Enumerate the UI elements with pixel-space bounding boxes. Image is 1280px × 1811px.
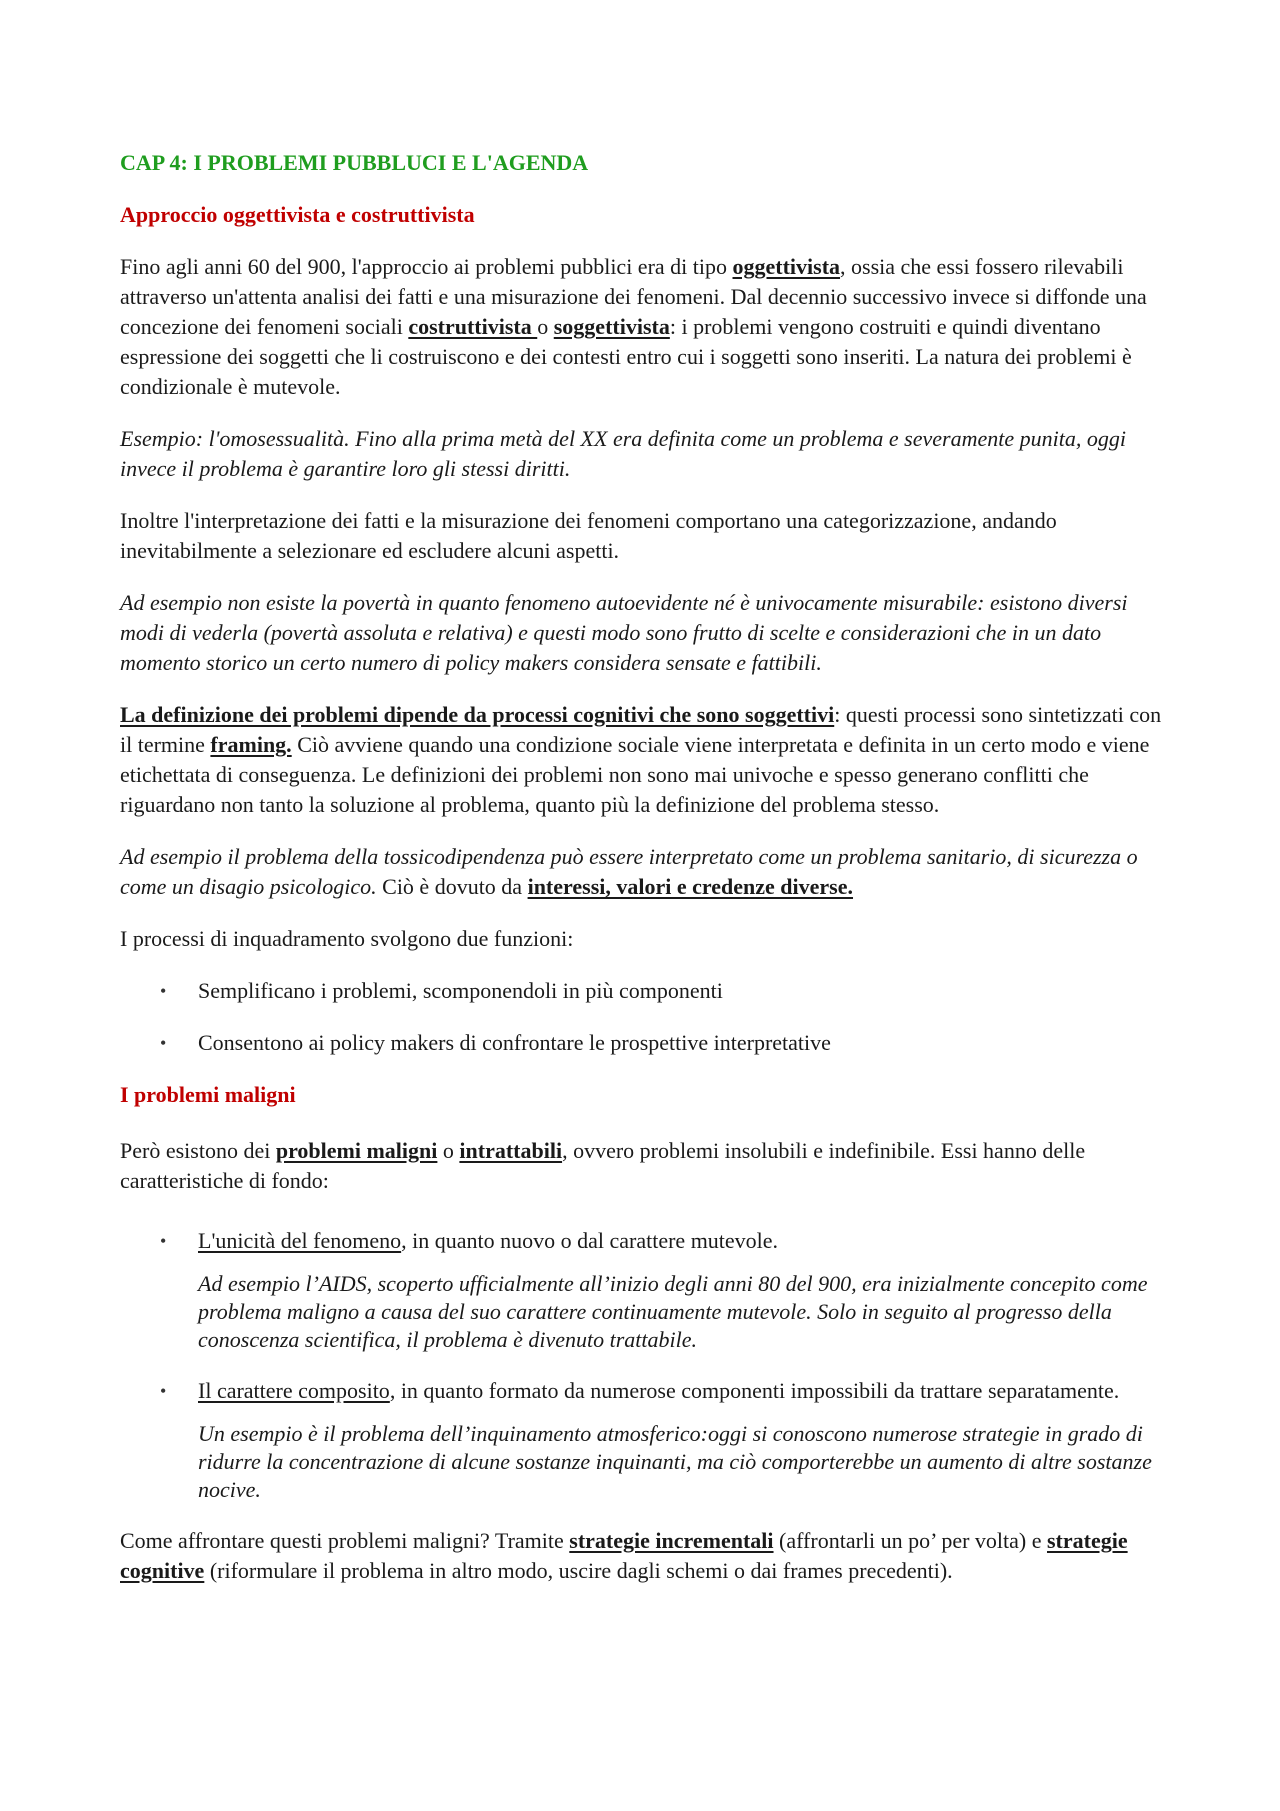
- text: Ciò è dovuto da: [376, 874, 528, 899]
- text: (riformulare il problema in altro modo, uscire dagli schemi o dai frames precedenti).: [204, 1558, 953, 1583]
- keyword-soggettivista: soggettivista: [553, 314, 670, 339]
- chapter-title: CAP 4: I PROBLEMI PUBBLUCI E L'AGENDA: [120, 150, 589, 175]
- example-inquinamento: Un esempio è il problema dell’inquinamento atmosferico:oggi si conoscono numerose strategie in grado di ridurre la concentrazione di alcune sostanze inquinanti, ma ciò comporterebbe un aumento di altre sostanze nocive.: [198, 1421, 1152, 1502]
- bullet-icon: •: [160, 1381, 167, 1401]
- list-caratteristiche: [120, 1226, 1165, 1504]
- text: (affrontarli un po’ per volta) e: [773, 1528, 1047, 1553]
- paragraph-strategie: [120, 1526, 1165, 1586]
- list-item: [120, 1376, 1165, 1504]
- text: : i problemi vengono costruiti e quindi diventano espressione dei soggetti che li costruiscono e dei contesti entro cui i soggetti sono inseriti. La natura dei problemi è condizionale è mutevole.: [120, 314, 1132, 399]
- list-funzioni: [120, 976, 1165, 1058]
- keyword-costruttivista: costruttivista: [408, 314, 538, 339]
- list-item: [120, 1226, 1165, 1354]
- list-item-text: , in quanto nuovo o dal carattere mutevole.: [401, 1228, 779, 1253]
- example-poverta: Ad esempio non esiste la povertà in quanto fenomeno autoevidente né è univocamente misurabile: esistono diversi modi di vederla (povertà assoluta e relativa) e questi modo sono frutto di scelte e considerazioni che in un dato momento storico un certo numero di policy makers considera sensate e fattibili.: [120, 590, 1128, 675]
- keyword-strategie-cognitive: strategie cognitive: [120, 1528, 1128, 1583]
- paragraph-funzioni: I processi di inquadramento svolgono due funzioni:: [120, 926, 574, 951]
- paragraph-problemi-maligni: [120, 1136, 1165, 1196]
- list-item-heading: Il carattere composito: [198, 1378, 390, 1403]
- text: , ovvero problemi insolubili e indefinibile. Essi hanno delle caratteristiche di fondo:: [120, 1138, 1086, 1193]
- keyword-strategie-incrementali: strategie incrementali: [569, 1528, 774, 1553]
- bullet-icon: •: [160, 981, 167, 1001]
- keyword-framing: framing.: [210, 732, 292, 757]
- bullet-icon: •: [160, 1231, 167, 1251]
- keyword-problemi-maligni: problemi maligni: [275, 1138, 438, 1163]
- section-title-approccio: Approccio oggettivista e costruttivista: [120, 202, 475, 227]
- keyword-oggettivista: oggettivista: [732, 254, 841, 279]
- text: Fino agli anni 60 del 900, l'approccio ai problemi pubblici era di tipo: [120, 254, 733, 279]
- example-omosessualita: Esempio: l'omosessualità. Fino alla prima metà del XX era definita come un problema e severamente punita, oggi invece il problema è garantire loro gli stessi diritti.: [120, 426, 1126, 481]
- text: o: [537, 314, 554, 339]
- example-aids: Ad esempio l’AIDS, scoperto ufficialmente all’inizio degli anni 80 del 900, era inizialmente concepito come problema maligno a causa del suo carattere continuamente mutevole. Solo in seguito al progresso della conoscenza scientifica, il problema è divenuto trattabile.: [198, 1271, 1148, 1352]
- list-item-heading: L'unicità del fenomeno: [198, 1228, 402, 1253]
- text: Però esistono dei: [120, 1138, 276, 1163]
- document-page: [120, 148, 1165, 1608]
- paragraph-framing: [120, 700, 1165, 820]
- keyword-definizione-problemi: La definizione dei problemi dipende da processi cognitivi che sono soggettivi: [120, 702, 835, 727]
- section-title-problemi-maligni: I problemi maligni: [120, 1082, 296, 1107]
- list-item-text: Semplificano i problemi, scomponendoli in più componenti: [198, 978, 723, 1003]
- text: Come affrontare questi problemi maligni? Tramite: [120, 1528, 570, 1553]
- list-item: [120, 1028, 1165, 1058]
- paragraph-tossicodipendenza: [120, 842, 1165, 902]
- text: Ciò avviene quando una condizione sociale viene interpretata e definita in un certo modo e viene etichettata di conseguenza. Le definizioni dei problemi non sono mai univoche e spesso generano conflitti che riguardano non tanto la soluzione al problema, quanto più la definizione del problema stesso.: [120, 732, 1150, 817]
- list-item-text: , in quanto formato da numerose componenti impossibili da trattare separatamente.: [389, 1378, 1120, 1403]
- list-item-text: Consentono ai policy makers di confrontare le prospettive interpretative: [198, 1030, 831, 1055]
- paragraph-oggettivista: [120, 252, 1165, 402]
- paragraph-categorizzazione: Inoltre l'interpretazione dei fatti e la misurazione dei fenomeni comportano una categorizzazione, andando inevitabilmente a selezionare ed escludere alcuni aspetti.: [120, 508, 1057, 563]
- text: , ossia che essi fossero rilevabili attraverso un'attenta analisi dei fatti e una misurazione dei fenomeni. Dal decennio successivo invece si diffonde una concezione dei fenomeni sociali: [120, 254, 1147, 339]
- text: o: [437, 1138, 460, 1163]
- text: : questi processi sono sintetizzati con il termine: [120, 702, 1162, 757]
- keyword-intrattabili: intrattabili: [459, 1138, 563, 1163]
- example-tossicodipendenza: Ad esempio il problema della tossicodipendenza può essere interpretato come un problema sanitario, di sicurezza o come un disagio psicologico.: [120, 844, 1138, 899]
- list-item: [120, 976, 1165, 1006]
- bullet-icon: •: [160, 1033, 167, 1053]
- keyword-interessi-valori: interessi, valori e credenze diverse.: [527, 874, 854, 899]
